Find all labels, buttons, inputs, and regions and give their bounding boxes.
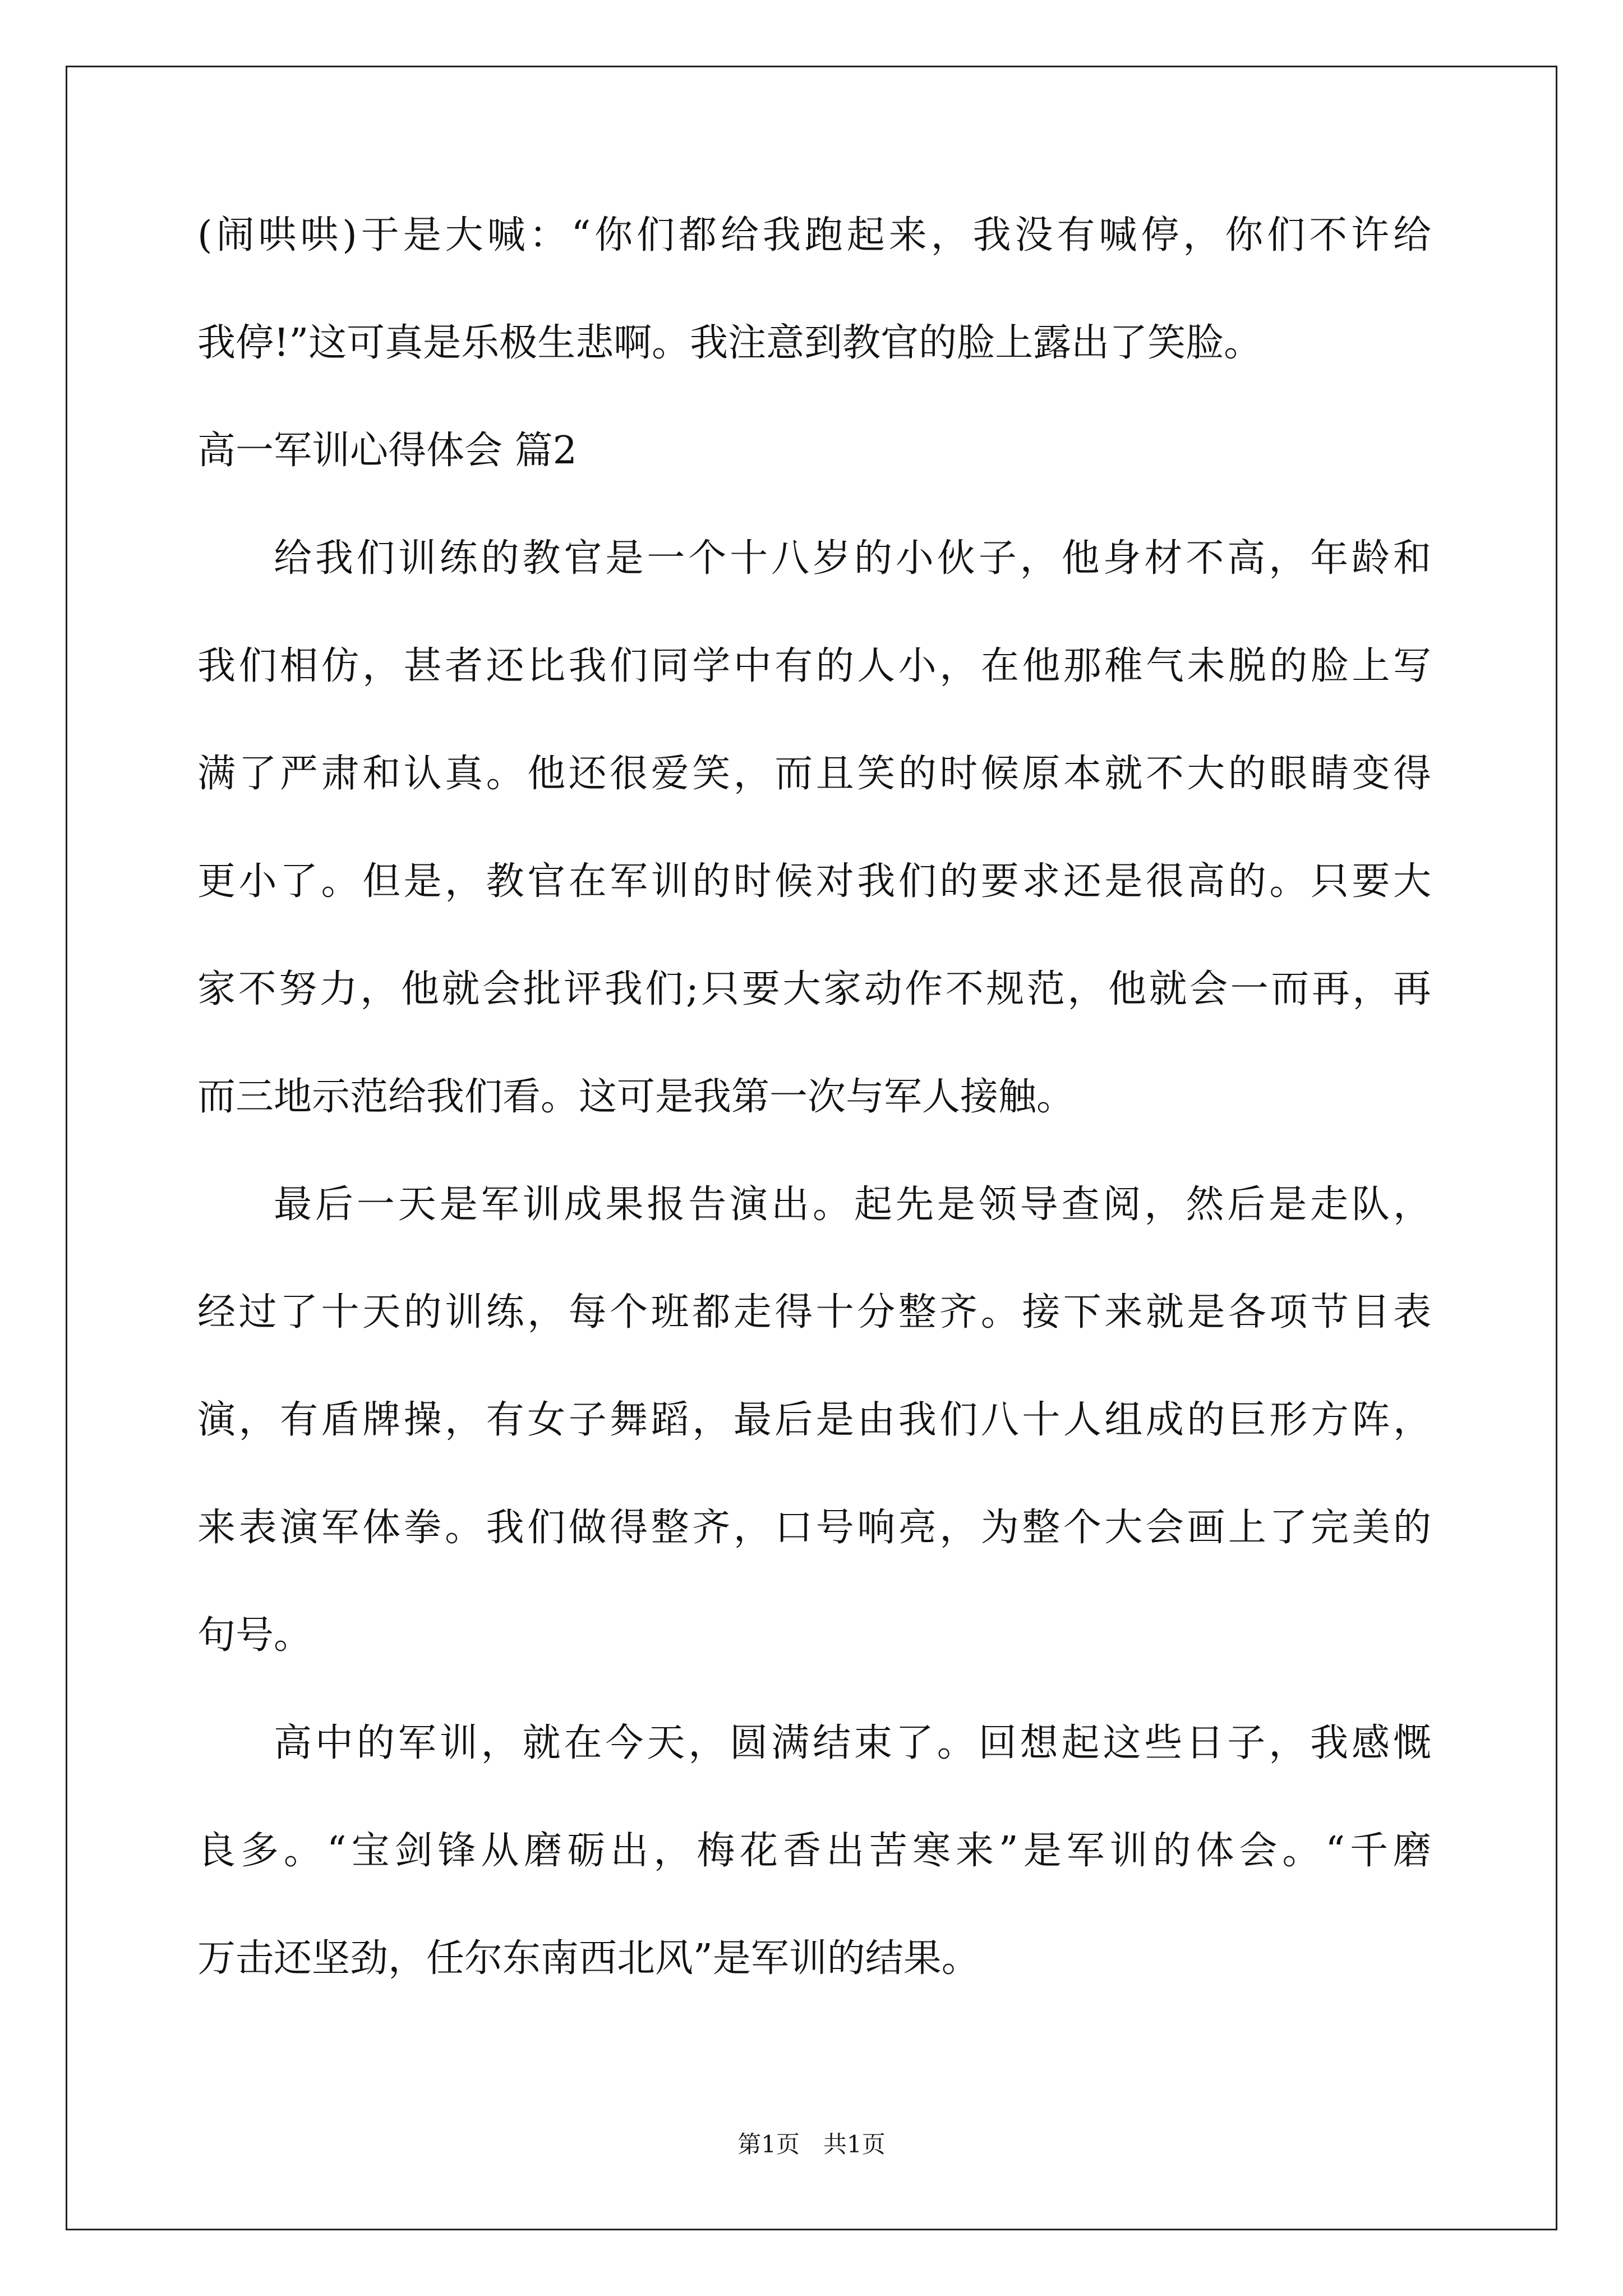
text-line: 经过了十天的训练，每个班都走得十分整齐。接下来就是各项节目表 [197,1290,1431,1335]
text-line: 万击还坚劲，任尔东南西北风”是军训的结果。 [197,1936,980,1981]
text-line: 更小了。但是，教官在军训的时候对我们的要求还是很高的。只要大 [197,859,1431,904]
text-line: 家不努力，他就会批评我们;只要大家动作不规范，他就会一而再，再 [197,967,1431,1011]
text-line: 我停!”这可真是乐极生悲啊。我注意到教官的脸上露出了笑脸。 [197,321,1262,365]
page-footer: 第1页 共1页 [737,2131,886,2158]
text-line: 演，有盾牌操，有女子舞蹈，最后是由我们八十人组成的巨形方阵， [197,1398,1431,1442]
document-body [197,209,1431,2040]
text-line: 最后一天是军训成果报告演出。起先是领导查阅，然后是走队， [274,1182,1431,1227]
text-line: 而三地示范给我们看。这可是我第一次与军人接触。 [197,1075,1075,1119]
text-line: 我们相仿，甚者还比我们同学中有的人小，在他那稚气未脱的脸上写 [197,644,1431,688]
text-line: 句号。 [197,1613,312,1658]
text-line: 给我们训练的教官是一个十八岁的小伙子，他身材不高，年龄和 [274,536,1431,581]
text-line: 来表演军体拳。我们做得整齐，口号响亮，为整个大会画上了完美的 [197,1506,1431,1550]
section-heading: 高一军训心得体会 篇2 [197,429,577,473]
text-line: (闹哄哄)于是大喊：“你们都给我跑起来，我没有喊停，你们不许给 [197,213,1431,257]
text-line: 高中的军训，就在今天，圆满结束了。回想起这些日子，我感慨 [274,1721,1431,1765]
text-line: 良多。“宝剑锋从磨砺出，梅花香出苦寒来”是军训的体会。“千磨 [197,1829,1431,1873]
text-line: 满了严肃和认真。他还很爱笑，而且笑的时候原本就不大的眼睛变得 [197,752,1431,796]
